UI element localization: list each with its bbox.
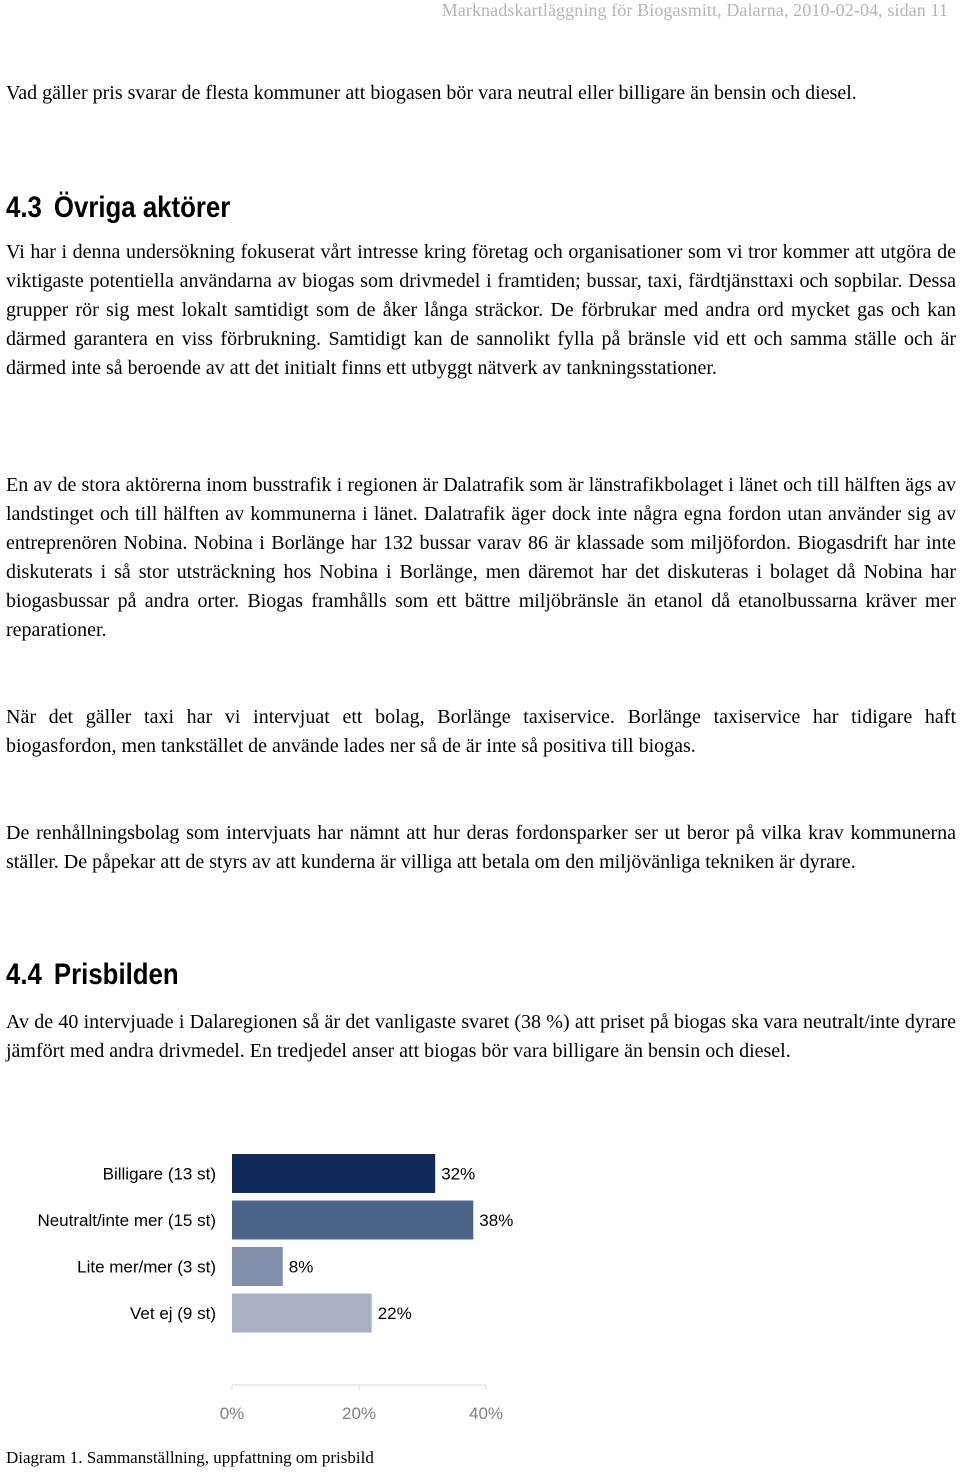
paragraph-ovriga-2: En av de stora aktörerna inom busstrafik i regionen är Dalatrafik som är länstrafikbolaget i länet och till hälften ägs av landstinget och till hälften av kommunerna i länet. Dalatrafik äger dock inte några egna fordon utan använder sig av entreprenören Nobina. Nobina i Borlänge har 132 bussar varav 86 är klassade som miljöfordon. Biogasdrift har inte diskuterats i så stor utsträckning hos Nobina i Borlänge, men däremot har det diskuteras i bolaget då Nobina har biogasbussar på andra orter. Biogas framhålls som ett bättre miljöbränsle än etanol då etanolbussarna kräver mer reparationer. bbox=[6, 474, 956, 641]
page-header: Marknadskartläggning för Biogasmitt, Dalarna, 2010-02-04, sidan 11 bbox=[441, 0, 948, 20]
x-tick-label: 40% bbox=[468, 1404, 504, 1423]
category-label: Neutralt/inte mer (15 st) bbox=[37, 1211, 216, 1230]
paragraph-ovriga-4: De renhållningsbolag som intervjuats har nämnt att hur deras fordonsparker ser ut beror på vilka krav kommunerna ställer. De påpekar att de styrs av att kunderna är villiga att betala om den miljövänliga tekniken är dyrare. bbox=[6, 822, 956, 873]
section-heading-4-3 bbox=[6, 190, 230, 226]
bar bbox=[232, 1294, 372, 1333]
paragraph-ovriga-1: Vi har i denna undersökning fokuserat vårt intresse kring företag och organisationer som vi tror kommer att utgöra de viktigaste potentiella användarna av biogas som drivmedel i framtiden; bussar, taxi, färdtjänsttaxi och sopbilar. Dessa grupper rör sig mest lokalt samtidigt som de åker långa sträckor. De förbrukar med andra ord mycket gas och kan därmed garantera en viss förbrukning. Samtidigt kan de sannolikt fylla på bränsle vid ett och samma ställe och är därmed inte så beroende av att det initialt finns ett utbyggt nätverk av tankningsstationer. bbox=[6, 241, 956, 379]
section-title: Prisbilden bbox=[53, 958, 179, 991]
bar bbox=[232, 1247, 283, 1286]
bar bbox=[232, 1201, 473, 1240]
category-label: Vet ej (9 st) bbox=[130, 1304, 216, 1323]
x-tick-label: 0% bbox=[219, 1404, 245, 1423]
intro-paragraph: Vad gäller pris svarar de flesta kommuner att biogasen bör vara neutral eller billigare än bensin och diesel. bbox=[6, 82, 857, 104]
chart-caption: Diagram 1. Sammanställning, uppfattning om prisbild bbox=[6, 1448, 374, 1467]
paragraph-ovriga-3: När det gäller taxi har vi intervjuat ett bolag, Borlänge taxiservice. Borlänge taxiservice har tidigare haft biogasfordon, men tankstället de använde lades ner så de är inte så positiva till biogas. bbox=[6, 706, 956, 757]
section-number: 4.3 bbox=[6, 191, 42, 224]
data-label: 38% bbox=[479, 1211, 514, 1230]
data-label: 22% bbox=[377, 1304, 412, 1323]
category-label: Billigare (13 st) bbox=[102, 1164, 216, 1184]
category-label: Lite mer/mer (3 st) bbox=[77, 1257, 216, 1277]
bar bbox=[232, 1154, 435, 1193]
section-heading-4-4 bbox=[6, 957, 179, 993]
paragraph-prisbilden: Av de 40 intervjuade i Dalaregionen så är det vanligaste svaret (38 %) att priset på biogas ska vara neutralt/inte dyrare jämfört med andra drivmedel. En tredjedel anser att biogas bör vara billigare än bensin och diesel. bbox=[6, 1011, 956, 1062]
x-tick-label: 20% bbox=[341, 1404, 377, 1423]
data-label: 32% bbox=[441, 1164, 476, 1184]
section-title: Övriga aktörer bbox=[53, 191, 231, 224]
price-perception-chart bbox=[0, 1140, 960, 1440]
data-label: 8% bbox=[288, 1257, 314, 1277]
section-number: 4.4 bbox=[6, 958, 42, 991]
